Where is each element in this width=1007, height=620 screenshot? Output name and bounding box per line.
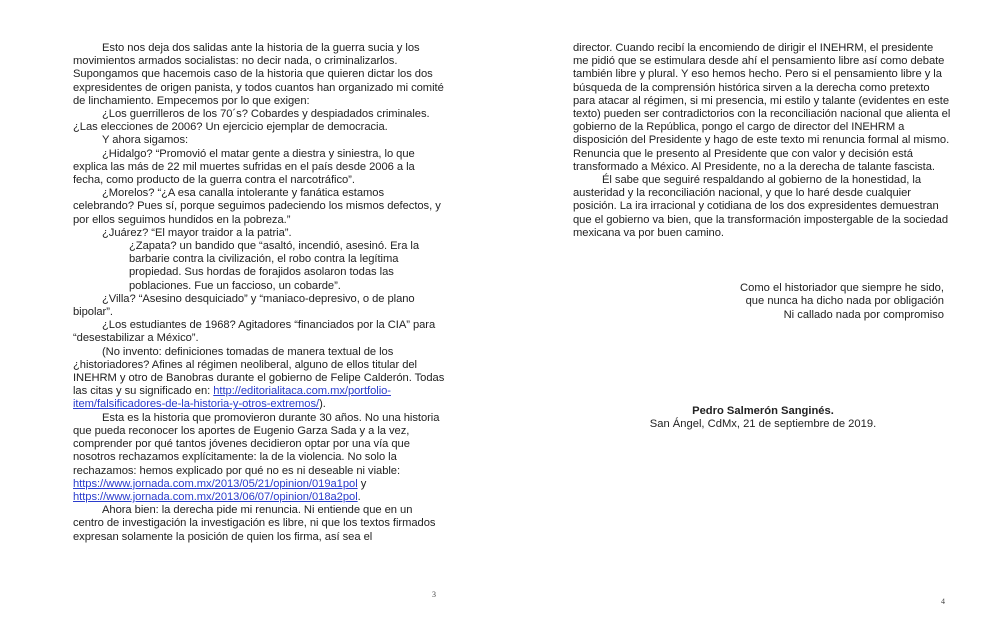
signature-block [613,405,913,431]
jornada-link-1[interactable]: https://www.jornada.com.mx/2013/05/21/opinion/019a1pol [73,477,358,490]
paragraph: ¿Los estudiantes de 1968? Agitadores “financiados por la CIA” para “desestabilizar a México”. [73,319,436,345]
document-page-3 [0,0,503,620]
signature-place-date: San Ángel, CdMx, 21 de septiembre de 2019. [649,418,877,431]
paragraph: ¿Zapata? un bandido que “asaltó, incendió, asesinó. Era la barbarie contra la civilización, el robo contra la legítima propiedad. Sus hordas de forajidos asolaron todas las poblaciones. Fue un faccioso, un cobarde”. [129,240,420,292]
editorialitaca-link[interactable]: http://editorialitaca.com.mx/portfolio-item/falsificadores-de-la-historia-y-otros-extremos/ [73,385,391,411]
closing-lines [740,282,944,322]
link-tail: . [357,490,361,503]
page-4-body [573,42,951,240]
paragraph-text: (No invento: definiciones tomadas de manera textual de los ¿historiadores? Afines al régimen neoliberal, alguno de ellos titular del INEHRM y otro de Banobras durante el gobierno de Felipe Calderón. Todas las citas y su significado en: [73,345,445,398]
paragraph: director. Cuando recibí la encomiendo de dirigir el INEHRM, el presidente me pidió que se estimulara desde ahí el pensamiento libre así como debate también libre y plural. Y eso hemos hecho. Pero si el pensamiento libre y la búsqueda de la comprensión histórica sirven a la derecha como pretexto para atacar al régimen, si mi presencia, mi estilo y talante (evidentes en este texto) pueden ser contradictorios con la reconciliación nacional que alienta el gobierno de la República, pongo el cargo de director del INEHRM a disposición del Presidente y hago de este texto mi renuncia formal al mismo. Renuncia que le presento al Presidente que con valor y decisión está transformado a México. Al Presidente, no a la derecha de talante fascista. [573,42,951,173]
link-join: y [357,477,367,490]
paragraph-with-link [73,346,445,412]
page-3-body [73,42,445,544]
paragraph: Ahora bien: la derecha pide mi renuncia. Ni entiende que en un centro de investigación la investigación es libre, ni que los textos firmados expresan solamente la posición de quien los firma, así sea el [73,504,436,543]
paragraph: Esto nos deja dos salidas ante la historia de la guerra sucia y los movimientos armados socialistas: no decir nada, o criminalizarlos. Supongamos que hacemois caso de la historia que quieren dictar los dos expresidentes de origen panista, y todos cuantos han organizado mi comité de linchamiento. Empecemos por lo que exigen: [73,42,444,107]
closing-line: Ni callado nada por compromiso [783,308,944,321]
paragraph-text: Esta es la historia que promovieron durante 30 años. No una historia que pueda reconocer los aportes de Eugenio Garza Sada y a la vez, comprender por qué tantos jóvenes decidieron optar por una vía que nosotros rechazamos explícitamente: la de la violencia. No solo la rechazamos: hemos explicado por qué no es ni deseable ni viable: [73,411,440,477]
closing-line: que nunca ha dicho nada por obligación [745,295,944,308]
page-number: 4 [941,597,945,606]
paragraph: ¿Hidalgo? “Promovió el matar gente a diestra y siniestra, lo que explica las más de 22 mil muertes sufridas en el país desde 2006 a la fecha, como producto de la guerra contra el narcotráfico”. [73,147,415,187]
page-number: 3 [432,590,436,599]
signature-name: Pedro Salmerón Sanginés. [692,405,834,417]
jornada-link-2[interactable]: https://www.jornada.com.mx/2013/06/07/opinion/018a2pol [73,490,358,503]
paragraph: ¿Los guerrilleros de los 70´s? Cobardes y despiadados criminales. ¿Las elecciones de 2006? Un ejercicio ejemplar de democracia. [73,108,430,134]
paragraph: ¿Villa? “Asesino desquiciado” y “maniaco-depresivo, o de plano bipolar”. [73,292,415,319]
document-page-4 [503,0,1007,620]
paragraph: Él sabe que seguiré respaldando al gobierno de la honestidad, la austeridad y la reconciliación nacional, y que lo haré desde cualquier posición. La ira irracional y cotidiana de los dos expresidentes demuestran que el gobierno va bien, que la transformación impostergable de la sociedad mexicana va por buen camino. [573,174,949,239]
link-tail: ). [319,398,326,411]
closing-line: Como el historiador que siempre he sido, [740,282,944,294]
paragraph: ¿Morelos? “¿A esa canalla intolerante y fanática estamos celebrando? Pues sí, porque seguimos padeciendo los mismos defectos, y por ellos seguimos hundidos en la pobreza.” [73,187,441,226]
paragraph: Y ahora sigamos: [102,134,189,147]
paragraph: ¿Juárez? “El mayor traidor a la patria”. [102,226,292,239]
paragraph-with-links [73,412,445,504]
